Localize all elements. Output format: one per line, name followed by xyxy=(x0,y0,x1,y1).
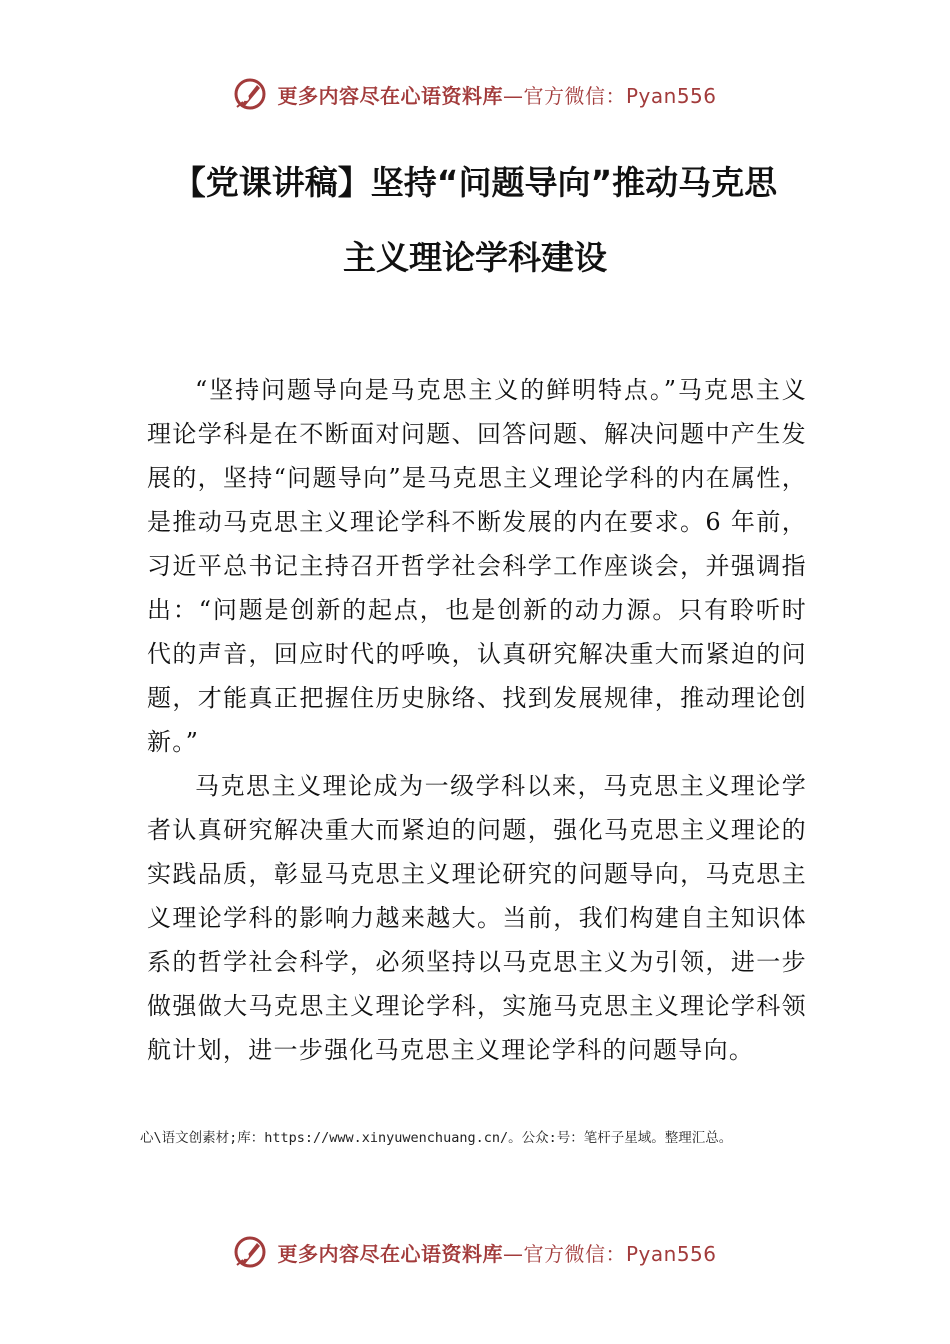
footer-wechat-label: 官方微信： xyxy=(523,1241,626,1266)
header-wechat-id: Pyan556 xyxy=(625,83,717,108)
header-banner-content xyxy=(233,77,716,111)
pen-in-circle-logo-icon xyxy=(233,77,267,111)
footer-banner xyxy=(0,1232,950,1272)
source-footnote: 心\语文创素材;库：https://www.xinyuwenchuang.cn/。公众:号：笔杆子星域。整理汇总。 xyxy=(140,1130,733,1146)
footer-separator: — xyxy=(502,1241,524,1266)
document-title-line-2: 主义理论学科建设 xyxy=(343,238,607,277)
document-body xyxy=(147,368,807,1072)
footer-wechat-id: Pyan556 xyxy=(625,1241,717,1266)
footer-banner-text xyxy=(277,1238,716,1267)
header-banner-text xyxy=(277,80,716,109)
body-paragraph-2: 马克思主义理论成为一级学科以来，马克思主义理论学者认真研究解决重大而紧迫的问题，强化马克思主义理论的实践品质，彰显马克思主义理论研究的问题导向，马克思主义理论学科的影响力越来越大。当前，我们构建自主知识体系的哲学社会科学，必须坚持以马克思主义为引领，进一步做强做大马克思主义理论学科，实施马克思主义理论学科领航计划，进一步强化马克思主义理论学科的问题导向。 xyxy=(147,772,807,1064)
footer-banner-content xyxy=(233,1235,716,1269)
header-separator: — xyxy=(502,83,524,108)
body-paragraph-1: “坚持问题导向是马克思主义的鲜明特点。”马克思主义理论学科是在不断面对问题、回答问题、解决问题中产生发展的，坚持“问题导向”是马克思主义理论学科的内在属性，是推动马克思主义理论学科不断发展的内在要求。6 年前，习近平总书记主持召开哲学社会科学工作座谈会，并强调指出：“问题是创新的起点，也是创新的动力源。只有聆听时代的声音，回应时代的呼唤，认真研究解决重大而紧迫的问题，才能真正把握住历史脉络、找到发展规律，推动理论创新。” xyxy=(147,376,807,756)
header-wechat-label: 官方微信： xyxy=(523,83,626,108)
pen-in-circle-logo-icon xyxy=(233,1235,267,1269)
header-banner xyxy=(0,74,950,114)
header-brand-text: 更多内容尽在心语资料库 xyxy=(277,83,503,108)
footer-brand-text: 更多内容尽在心语资料库 xyxy=(277,1241,503,1266)
document-title-line-1: 【党课讲稿】坚持“问题导向”推动马克思 xyxy=(172,163,778,202)
